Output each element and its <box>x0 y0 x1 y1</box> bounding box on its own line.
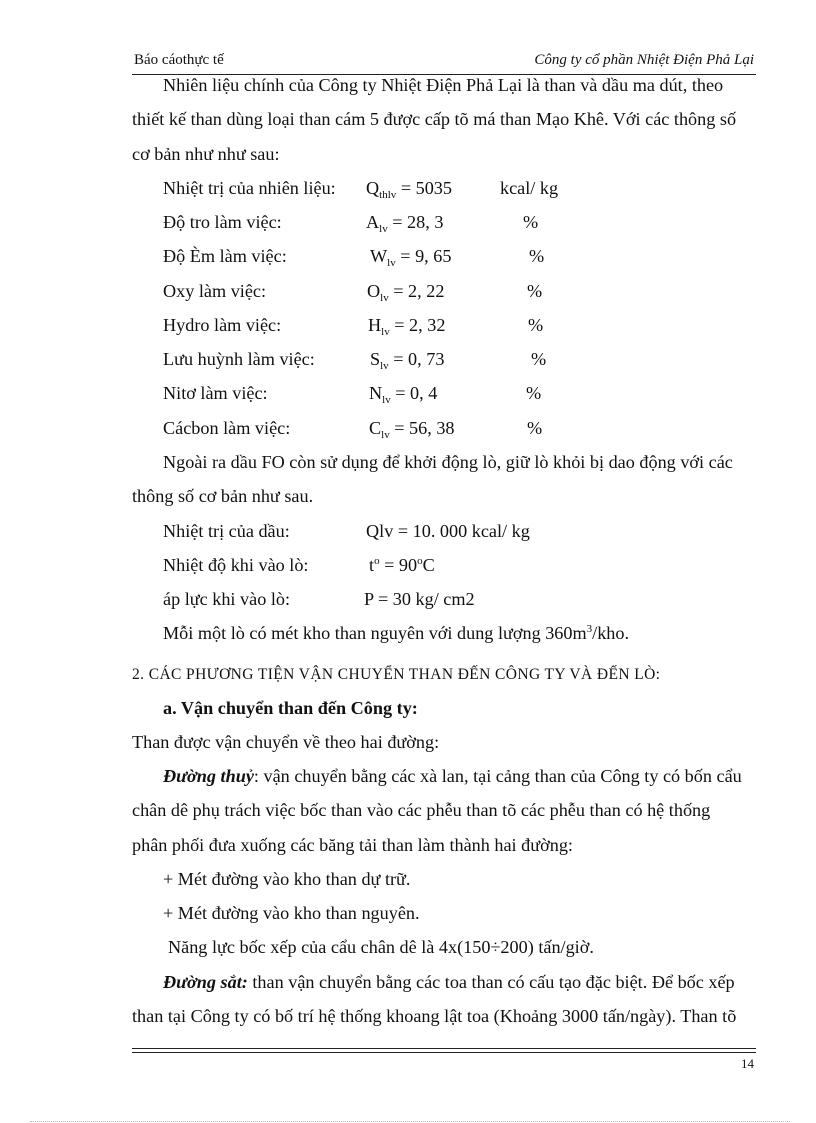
coal-param-label: Hydro làm việc: <box>163 315 282 335</box>
coal-param-label: Lưu huỳnh làm việc: <box>163 349 315 369</box>
coal-param-value: $H_{lv} = 2$, 32 <box>368 315 446 338</box>
page-header <box>132 52 756 75</box>
oil-intro-line-1: Ngoài ra dầu FO còn sử dụng để khởi động lò, giữ lò khỏi bị dao động với các <box>163 452 733 472</box>
subsection-a-heading: a. Vận chuyển than đến Công ty: <box>163 698 418 718</box>
coal-param-value: $W_{lv} = 9$, 65 <box>370 246 452 269</box>
header-company-name: Công ty cổ phần Nhiệt Điện Phả Lại <box>534 52 754 68</box>
coal-param-unit: % <box>531 349 547 369</box>
railway-line-2: than tại Công ty có bố trí hệ thống khoang lật toa (Khoảng 3000 tấn/ngày). Than tõ <box>132 1006 737 1026</box>
coal-param-unit: % <box>526 383 542 403</box>
section-2-heading: 2. CÁC PHƯƠNG TIỆN VẬN CHUYỂN THAN ĐẾN CÔNG TY VÀ ĐẾN LÒ: <box>132 666 661 683</box>
oil-param-label: Nhiệt trị của dầu: <box>163 521 290 541</box>
intro-line-2: thiết kế than dùng loại than cám 5 được cấp tõ má than Mạo Khê. Với các thông số <box>132 109 737 129</box>
waterway-line-3: phân phối đưa xuống các băng tải than làm thành hai đường: <box>132 835 573 855</box>
coal-param-unit: % <box>529 246 545 266</box>
oil-param-value: $t^o = 90^oC$ <box>369 555 435 575</box>
coal-param-value: $N_{lv} = 0$, 4 <box>369 383 438 406</box>
footer-rule <box>132 1052 756 1053</box>
railway-label: Đường sắt: <box>163 972 248 992</box>
coal-param-label: Nitơ làm việc: <box>163 383 268 403</box>
coal-param-unit: % <box>528 315 544 335</box>
railway-line-1: Đường sắt: than vận chuyển bằng các toa than có cấu tạo đặc biệt. Để bốc xếp <box>163 972 735 992</box>
oil-param-value: Qlv = 10. 000 kcal/ kg <box>366 521 530 541</box>
coal-param-unit: % <box>527 418 543 438</box>
route-item: + Mét đường vào kho than dự trữ. <box>163 869 411 889</box>
oil-intro-line-2: thông số cơ bản như sau. <box>132 486 314 506</box>
page-bottom-edge <box>30 1121 790 1122</box>
waterway-line-2: chân dê phụ trách việc bốc than vào các phễu than tõ các phễu than có hệ thống <box>132 800 711 820</box>
coal-param-value: $Q_{thlv} = 5035$ <box>366 178 452 201</box>
header-report-title: Báo cáothực tế <box>134 52 224 68</box>
coal-param-unit: % <box>527 281 543 301</box>
coal-param-value: $O_{lv} = 2$, 22 <box>367 281 445 304</box>
coal-param-label: Cácbon làm việc: <box>163 418 291 438</box>
oil-param-value: P = 30 kg/ cm2 <box>364 589 475 609</box>
coal-param-value: $A_{lv} = 28$, 3 <box>366 212 444 235</box>
waterway-line-1: Đường thuỷ: vận chuyển bằng các xà lan, tại cảng than của Công ty có bốn cẩu <box>163 766 742 786</box>
storage-line: Mỗi một lò có mét kho than nguyên với dung lượng $360m^3$/kho. <box>163 623 630 643</box>
intro-line-1: Nhiên liệu chính của Công ty Nhiệt Điện Phả Lại là than và dầu ma dút, theo <box>163 75 724 95</box>
transport-intro: Than được vận chuyển về theo hai đường: <box>132 732 440 752</box>
oil-param-label: Nhiệt độ khi vào lò: <box>163 555 309 575</box>
page-number: 14 <box>741 1056 754 1071</box>
coal-param-value: $S_{lv} = 0$, 73 <box>370 349 445 372</box>
coal-param-label: Độ Èm làm việc: <box>163 246 287 266</box>
coal-param-unit: kcal/ kg <box>500 178 559 198</box>
coal-param-label: Độ tro làm việc: <box>163 212 282 232</box>
waterway-label: Đường thuỷ <box>163 766 254 786</box>
capacity-line: Năng lực bốc xếp của cẩu chân dê là 4x(150÷200) tấn/giờ. <box>168 937 594 957</box>
coal-param-label: Nhiệt trị của nhiên liệu: <box>163 178 336 198</box>
coal-param-value: $C_{lv} = 56$, 38 <box>369 418 455 441</box>
coal-param-label: Oxy làm việc: <box>163 281 267 301</box>
intro-line-3: cơ bản như như sau: <box>132 144 280 164</box>
footer-rule <box>132 1048 756 1049</box>
coal-param-unit: % <box>523 212 539 232</box>
route-item: + Mét đường vào kho than nguyên. <box>163 903 420 923</box>
oil-param-label: áp lực khi vào lò: <box>163 589 291 609</box>
